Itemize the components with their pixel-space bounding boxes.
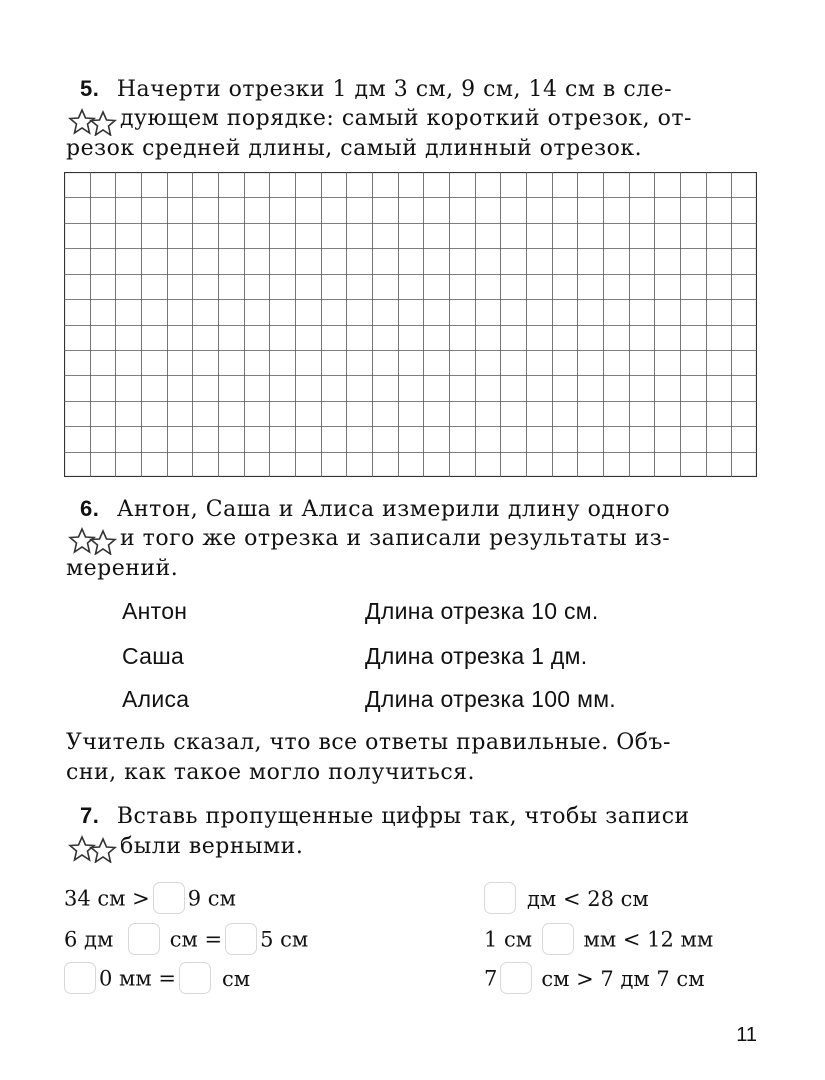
task-7-line-1: Вставь пропущенные цифры так, чтобы записи bbox=[116, 804, 690, 829]
task-5-line-3: резок средней длины, самый длинный отрезок. bbox=[66, 136, 643, 161]
expr-right-3: 7 см > 7 дм 7 см bbox=[484, 964, 705, 996]
digit-input-box[interactable] bbox=[153, 882, 185, 914]
drawing-grid[interactable] bbox=[64, 172, 757, 477]
result-name-anton: Антон bbox=[122, 598, 188, 624]
difficulty-stars-icon bbox=[68, 835, 118, 863]
task-5-line-2: дующем порядке: самый короткий отрезок, от- bbox=[120, 106, 692, 131]
task-5-line-1: Начерти отрезки 1 дм 3 см, 9 см, 14 см в сле- bbox=[116, 77, 673, 102]
task-6-number: 6. bbox=[80, 496, 100, 521]
digit-input-box[interactable] bbox=[542, 923, 574, 955]
result-name-alisa: Алиса bbox=[122, 686, 190, 712]
expr-left-2: 6 дм см = 5 см bbox=[64, 925, 308, 957]
digit-input-box[interactable] bbox=[225, 923, 257, 955]
page-number: 11 bbox=[736, 1024, 757, 1046]
task-6-line-2: и того же отрезка и записали результаты из- bbox=[120, 526, 671, 551]
digit-input-box[interactable] bbox=[128, 923, 160, 955]
task-6-footer-1: Учитель сказал, что все ответы правильные. Объ- bbox=[66, 730, 671, 755]
task-6-footer-2: сни, как такое могло получиться. bbox=[66, 760, 476, 785]
task-6-line-3: мерений. bbox=[66, 556, 179, 581]
difficulty-stars-icon bbox=[68, 108, 118, 136]
expr-right-2: 1 см мм < 12 мм bbox=[484, 925, 713, 957]
task-6-line-1: Антон, Саша и Алиса измерили длину одного bbox=[116, 497, 671, 522]
result-text-anton: Длина отрезка 10 см. bbox=[365, 598, 599, 624]
difficulty-stars-icon bbox=[68, 527, 118, 555]
result-name-sasha: Саша bbox=[122, 643, 185, 669]
digit-input-box[interactable] bbox=[64, 962, 96, 994]
digit-input-box[interactable] bbox=[484, 882, 516, 914]
expr-right-1: дм < 28 см bbox=[484, 884, 649, 916]
task-7-line-2: были верными. bbox=[120, 834, 304, 859]
result-text-alisa: Длина отрезка 100 мм. bbox=[365, 686, 617, 712]
task-7-number: 7. bbox=[80, 803, 100, 828]
task-5-number: 5. bbox=[80, 76, 100, 101]
digit-input-box[interactable] bbox=[500, 962, 532, 994]
result-text-sasha: Длина отрезка 1 дм. bbox=[365, 643, 588, 669]
expr-left-1: 34 см > 9 см bbox=[64, 884, 236, 916]
expr-left-3: 0 мм = см bbox=[64, 964, 250, 996]
digit-input-box[interactable] bbox=[179, 962, 211, 994]
